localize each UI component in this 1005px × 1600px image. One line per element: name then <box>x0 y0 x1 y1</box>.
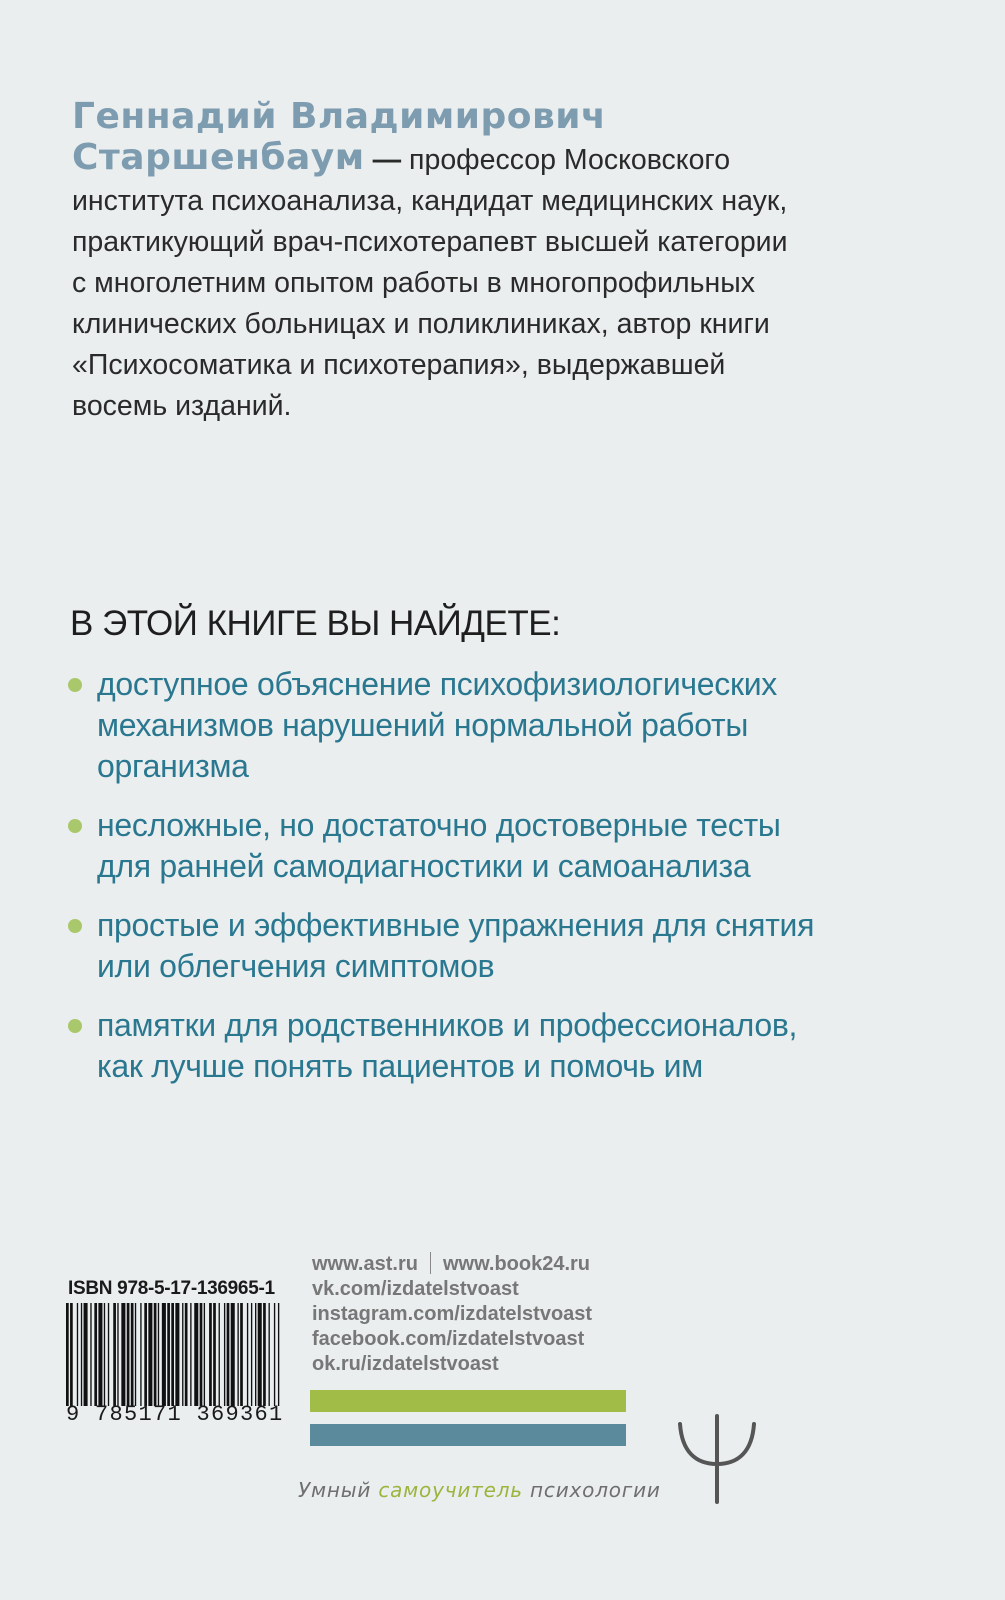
barcode-icon <box>66 1303 280 1406</box>
isbn-label: ISBN 978-5-17-136965-1 <box>68 1278 275 1299</box>
bio-line: с многолетним опытом работы в многопрофильных <box>72 267 755 299</box>
bullet-dot-icon <box>68 678 82 692</box>
list-item-line: для ранней самодиагностики и самоанализа <box>97 848 751 884</box>
link-separator <box>430 1252 431 1274</box>
blue-stripe <box>310 1424 626 1446</box>
list-item-line: простые и эффективные упражнения для снятия <box>97 907 815 943</box>
list-item <box>68 664 948 787</box>
feature-list <box>68 664 948 1105</box>
list-item-line: механизмов нарушений нормальной работы <box>97 707 749 743</box>
bullet-dot-icon <box>68 1019 82 1033</box>
author-name-row <box>72 137 922 181</box>
link-book24[interactable]: www.book24.ru <box>442 1253 591 1275</box>
links-row <box>312 1252 592 1277</box>
bio-line: восемь изданий. <box>72 390 292 422</box>
barcode-digits: 9 785171 369361 <box>66 1402 284 1427</box>
link-facebook[interactable]: facebook.com/izdatelstvoast <box>312 1328 585 1350</box>
list-item-line: памятки для родственников и профессионалов, <box>97 1007 798 1043</box>
list-item <box>68 805 948 887</box>
publisher-links <box>312 1252 592 1377</box>
green-stripe <box>310 1390 626 1412</box>
bio-line: «Психосоматика и психотерапия», выдержавшей <box>72 349 726 381</box>
series-word: психологии <box>530 1478 661 1502</box>
link-instagram[interactable]: instagram.com/izdatelstvoast <box>312 1303 593 1325</box>
author-name-line1: Геннадий Владимирович <box>72 96 607 137</box>
author-name-line2: Старшенбаум <box>72 137 365 178</box>
list-item <box>68 905 948 987</box>
list-item <box>68 1005 948 1087</box>
list-item-line: или облегчения симптомов <box>97 948 495 984</box>
list-item-line: доступное объяснение психофизиологических <box>97 666 777 702</box>
dash: — <box>372 144 402 176</box>
bio-line: института психоанализа, кандидат медицинских наук, <box>72 185 788 217</box>
series-word: Умный <box>298 1478 372 1502</box>
series-word-accent: самоучитель <box>378 1478 523 1502</box>
list-item-line: как лучше понять пациентов и помочь им <box>97 1048 703 1084</box>
bio-line-1: профессор Московского <box>409 144 731 176</box>
section-heading: В ЭТОЙ КНИГЕ ВЫ НАЙДЕТЕ: <box>70 604 561 643</box>
list-item-line: организма <box>97 748 249 784</box>
bullet-dot-icon <box>68 819 82 833</box>
author-bio <box>72 96 922 427</box>
bullet-dot-icon <box>68 919 82 933</box>
link-vk[interactable]: vk.com/izdatelstvoast <box>312 1278 519 1300</box>
bio-line: практикующий врач-психотерапевт высшей категории <box>72 226 788 258</box>
series-title <box>298 1478 661 1502</box>
link-ok[interactable]: ok.ru/izdatelstvoast <box>312 1353 499 1375</box>
psi-logo-icon <box>676 1414 758 1506</box>
link-ast[interactable]: www.ast.ru <box>312 1253 418 1275</box>
bio-line: клинических больницах и поликлиниках, автор книги <box>72 308 770 340</box>
list-item-line: несложные, но достаточно достоверные тесты <box>97 807 781 843</box>
